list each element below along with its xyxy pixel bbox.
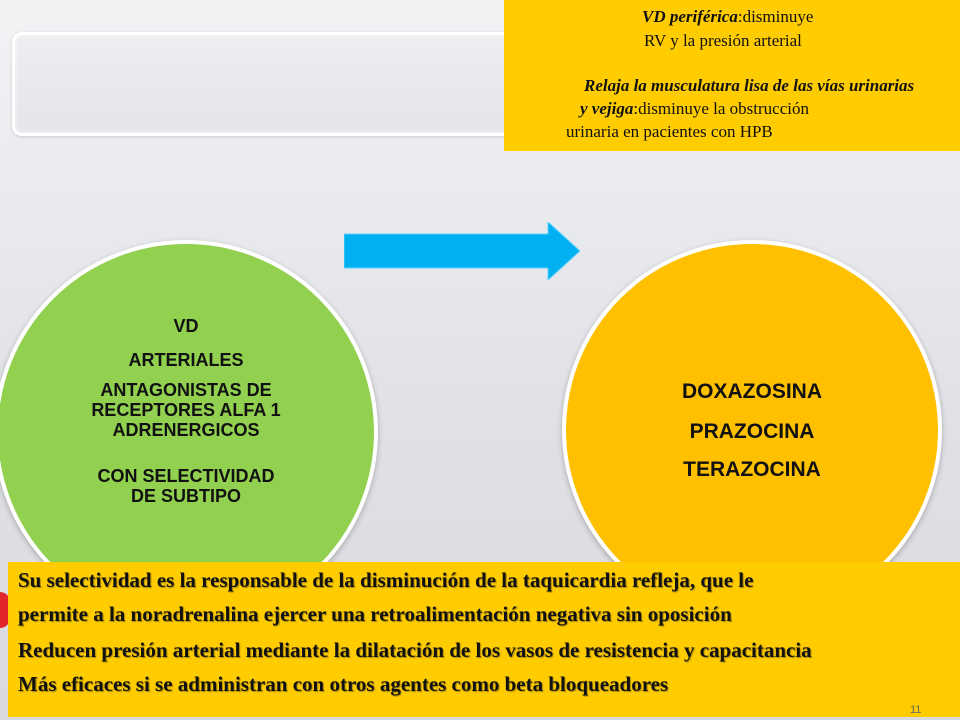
details-line-3: Reducen presión arterial mediante la dilatación de los vasos de resistencia y capacitancia — [18, 638, 812, 662]
details-line-2: permite a la noradrenalina ejercer una retroalimentación negativa sin oposición — [18, 602, 732, 626]
note-line-4: y vejiga:disminuye la obstrucción — [580, 99, 809, 118]
right-arrow-icon — [344, 222, 580, 280]
effects-note-box — [504, 0, 960, 151]
slide-number: 11 — [910, 704, 922, 716]
left-circle-line-3: ANTAGONISTAS DE — [100, 380, 272, 400]
left-circle-line-1: VD — [173, 316, 199, 336]
left-circle-line-7: DE SUBTIPO — [130, 486, 241, 506]
left-circle-line-6: CON SELECTIVIDAD — [97, 466, 275, 486]
details-box — [8, 562, 960, 717]
left-circle-line-2: ARTERIALES — [128, 350, 244, 370]
note-line-3: Relaja la musculatura lisa de las vías urinarias — [584, 76, 915, 95]
drug-prazocina: PRAZOCINA — [689, 420, 815, 443]
note-line-2: RV y la presión arterial — [644, 31, 802, 50]
note-line-1: VD periférica:disminuye — [642, 7, 814, 26]
left-circle-line-5: ADRENERGICOS — [112, 420, 260, 440]
details-line-4: Más eficaces si se administran con otros agentes como beta bloqueadores — [18, 672, 669, 696]
drug-terazocina: TERAZOCINA — [683, 458, 821, 481]
drug-doxazosina: DOXAZOSINA — [681, 380, 822, 403]
note-line-5: urinaria en pacientes con HPB — [566, 122, 773, 141]
details-line-1: Su selectividad es la responsable de la disminución de la taquicardia refleja, que le — [18, 568, 754, 592]
title-placeholder — [12, 32, 578, 136]
left-circle-line-4: RECEPTORES ALFA 1 — [91, 400, 281, 420]
